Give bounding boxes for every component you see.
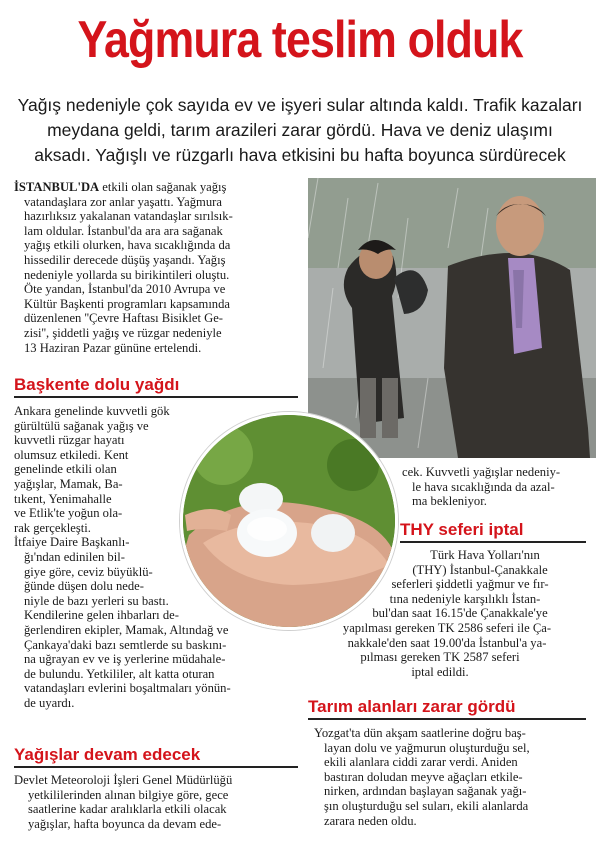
text-line: gürültülü sağanak yağış ve [14,418,149,433]
subhead-hail: Başkente dolu yağdı [14,374,298,398]
hail-continued-paragraph [402,465,560,509]
lede [0,93,600,168]
text-line: Devlet Meteoroloji İşleri Genel Müdürlüğü [14,773,233,787]
text-line: giye göre, ceviz büyüklü- [24,564,153,579]
dateline: İSTANBUL'DA [14,180,100,194]
text-line: şın oluşturduğu sel suları, ekili alanlarda [324,798,529,813]
text-line: 13 Haziran Pazar gününe ertelendi. [24,340,202,355]
text-line: vatandaşları evlerini boşaltmaları yönün- [24,681,231,696]
intro-paragraph [14,180,304,355]
text-line: Öte yandan, İstanbul'da 2010 Avrupa ve [24,282,226,297]
text-line: nirken, ardından başlayan sağanak yağı- [324,784,527,799]
text-line: tına nedeniyle karşılıklı İstan- [389,591,541,606]
text-line: nedeniyle yollarda su birikintileri oluştu. [24,267,230,282]
text-line: cek. Kuvvetli yağışlar nedeniy- [402,465,561,479]
text-line: ve Etlik'te yoğun ola- [14,506,123,521]
text-line: yağışlar, hafta boyunca da devam ede- [28,816,222,831]
text-line: de uyardı. [24,695,75,710]
headline: Yağmura teslim olduk [77,11,523,69]
text-line: lam oldular. İstanbul'da ara ara sağanak [24,223,223,238]
text-line: rak gerçekleşti. [14,520,91,535]
text-line: kuvvetli rüzgar hayatı [14,433,125,448]
text-line: genelinde etkili olan [14,462,117,477]
text-line: ğı'ndan edinilen bil- [24,549,125,564]
text-line: Yozgat'ta dün akşam saatlerine doğru baş- [314,726,526,740]
lede-line: Yağış nedeniyle çok sayıda ev ve işyeri sular altında kaldı. Trafik kazaları [17,95,583,115]
text-line: nakkale'den saat 19.00'da İstanbul'a ya- [347,635,547,650]
farm-paragraph [308,726,530,828]
text-line: iptal edildi. [411,664,469,679]
text-line: Kendilerine gelen ihbarları de- [24,608,179,623]
text-line: ekili alanlara ciddi zarar verdi. Aniden [324,755,518,770]
text-line: olumsuz etkiledi. Kent [14,447,129,462]
lede-line: meydana geldi, tarım arazileri zarar gördü. Hava ve deniz ulaşımı [47,120,553,140]
text-line: saatlerine kadar aralıklarla etkili olacak [28,802,227,817]
text-line: niyle de bazı yerleri su bastı. [24,593,169,608]
lede-line: aksadı. Yağışlı ve rüzgarlı hava etkisini bu hafta boyunca sürdürecek [34,145,566,165]
text-line: tıkent, Yenimahalle [14,491,112,506]
thy-paragraph [290,548,590,679]
text-line: na uğrayan ev ve iş yerlerine müdahale- [24,652,226,667]
text-line: yağışlar, Mamak, Ba- [14,476,123,491]
text-line: Türk Hava Yolları'nın [430,548,540,562]
text-line: bul'dan saat 16.15'de Çanakkale'ye [372,606,548,621]
subhead-farm: Tarım alanları zarar gördü [308,696,586,720]
subhead-thy: THY seferi iptal [400,519,586,543]
text-line: Çankaya'daki bazı semtlerde su baskını- [24,637,227,652]
text-line: ğerlendiren ekipler, Mamak, Altındağ ve [24,622,229,637]
rain-photo-illustration [308,178,596,458]
text-line: bastıran doludan meyve ağaçları etkile- [324,769,523,784]
rain-photo [308,178,596,458]
rain-paragraph [14,773,232,831]
intro-first-line: İSTANBUL'DA etkili olan sağanak yağış [14,180,227,194]
text-line: yağış etkili olurken, hava sıcaklığında da [24,238,231,253]
text-line: seferleri şiddetli yağmur ve fır- [391,577,549,592]
text-line: hissedilir derecede düşüş yaşandı. Yağış [24,252,226,267]
text-line: zarara neden oldu. [324,813,417,828]
text-line: yetkililerinden alınan bilgiye göre, gece [28,787,229,802]
text-line: düzenlenen ''Çevre Haftası Bisiklet Ge- [24,311,223,326]
text-line: zisi'', şiddetli yağış ve rüzgar nedeniyle [24,325,222,340]
text-line: (THY) İstanbul-Çanakkale [412,562,548,577]
text-line: layan dolu ve yağmurun oluşturduğu sel, [324,740,530,755]
text-line: Ankara genelinde kuvvetli gök [14,404,170,418]
text-line: hazırlıksız yakalanan vatandaşlar sırılsık- [24,209,233,224]
text-line: ma bekleniyor. [412,494,487,509]
text-line: İtfaiye Daire Başkanlı- [14,535,130,550]
text-line: de bulundu. Yetkililer, alt katta oturan [24,666,215,681]
text-line: pılması gereken TK 2587 seferi [360,650,520,665]
text-line: yapılması gereken TK 2586 seferi ile Ça- [342,620,552,635]
text-line: ğünde düşen dolu nede- [24,579,144,594]
text-line: vatandaşlara zor anlar yaşattı. Yağmura [24,194,222,209]
subhead-rain: Yağışlar devam edecek [14,744,298,768]
text-line: le hava sıcaklığında da azal- [412,479,555,494]
text-line: Kültür Başkenti programları kapsamında [24,296,230,311]
